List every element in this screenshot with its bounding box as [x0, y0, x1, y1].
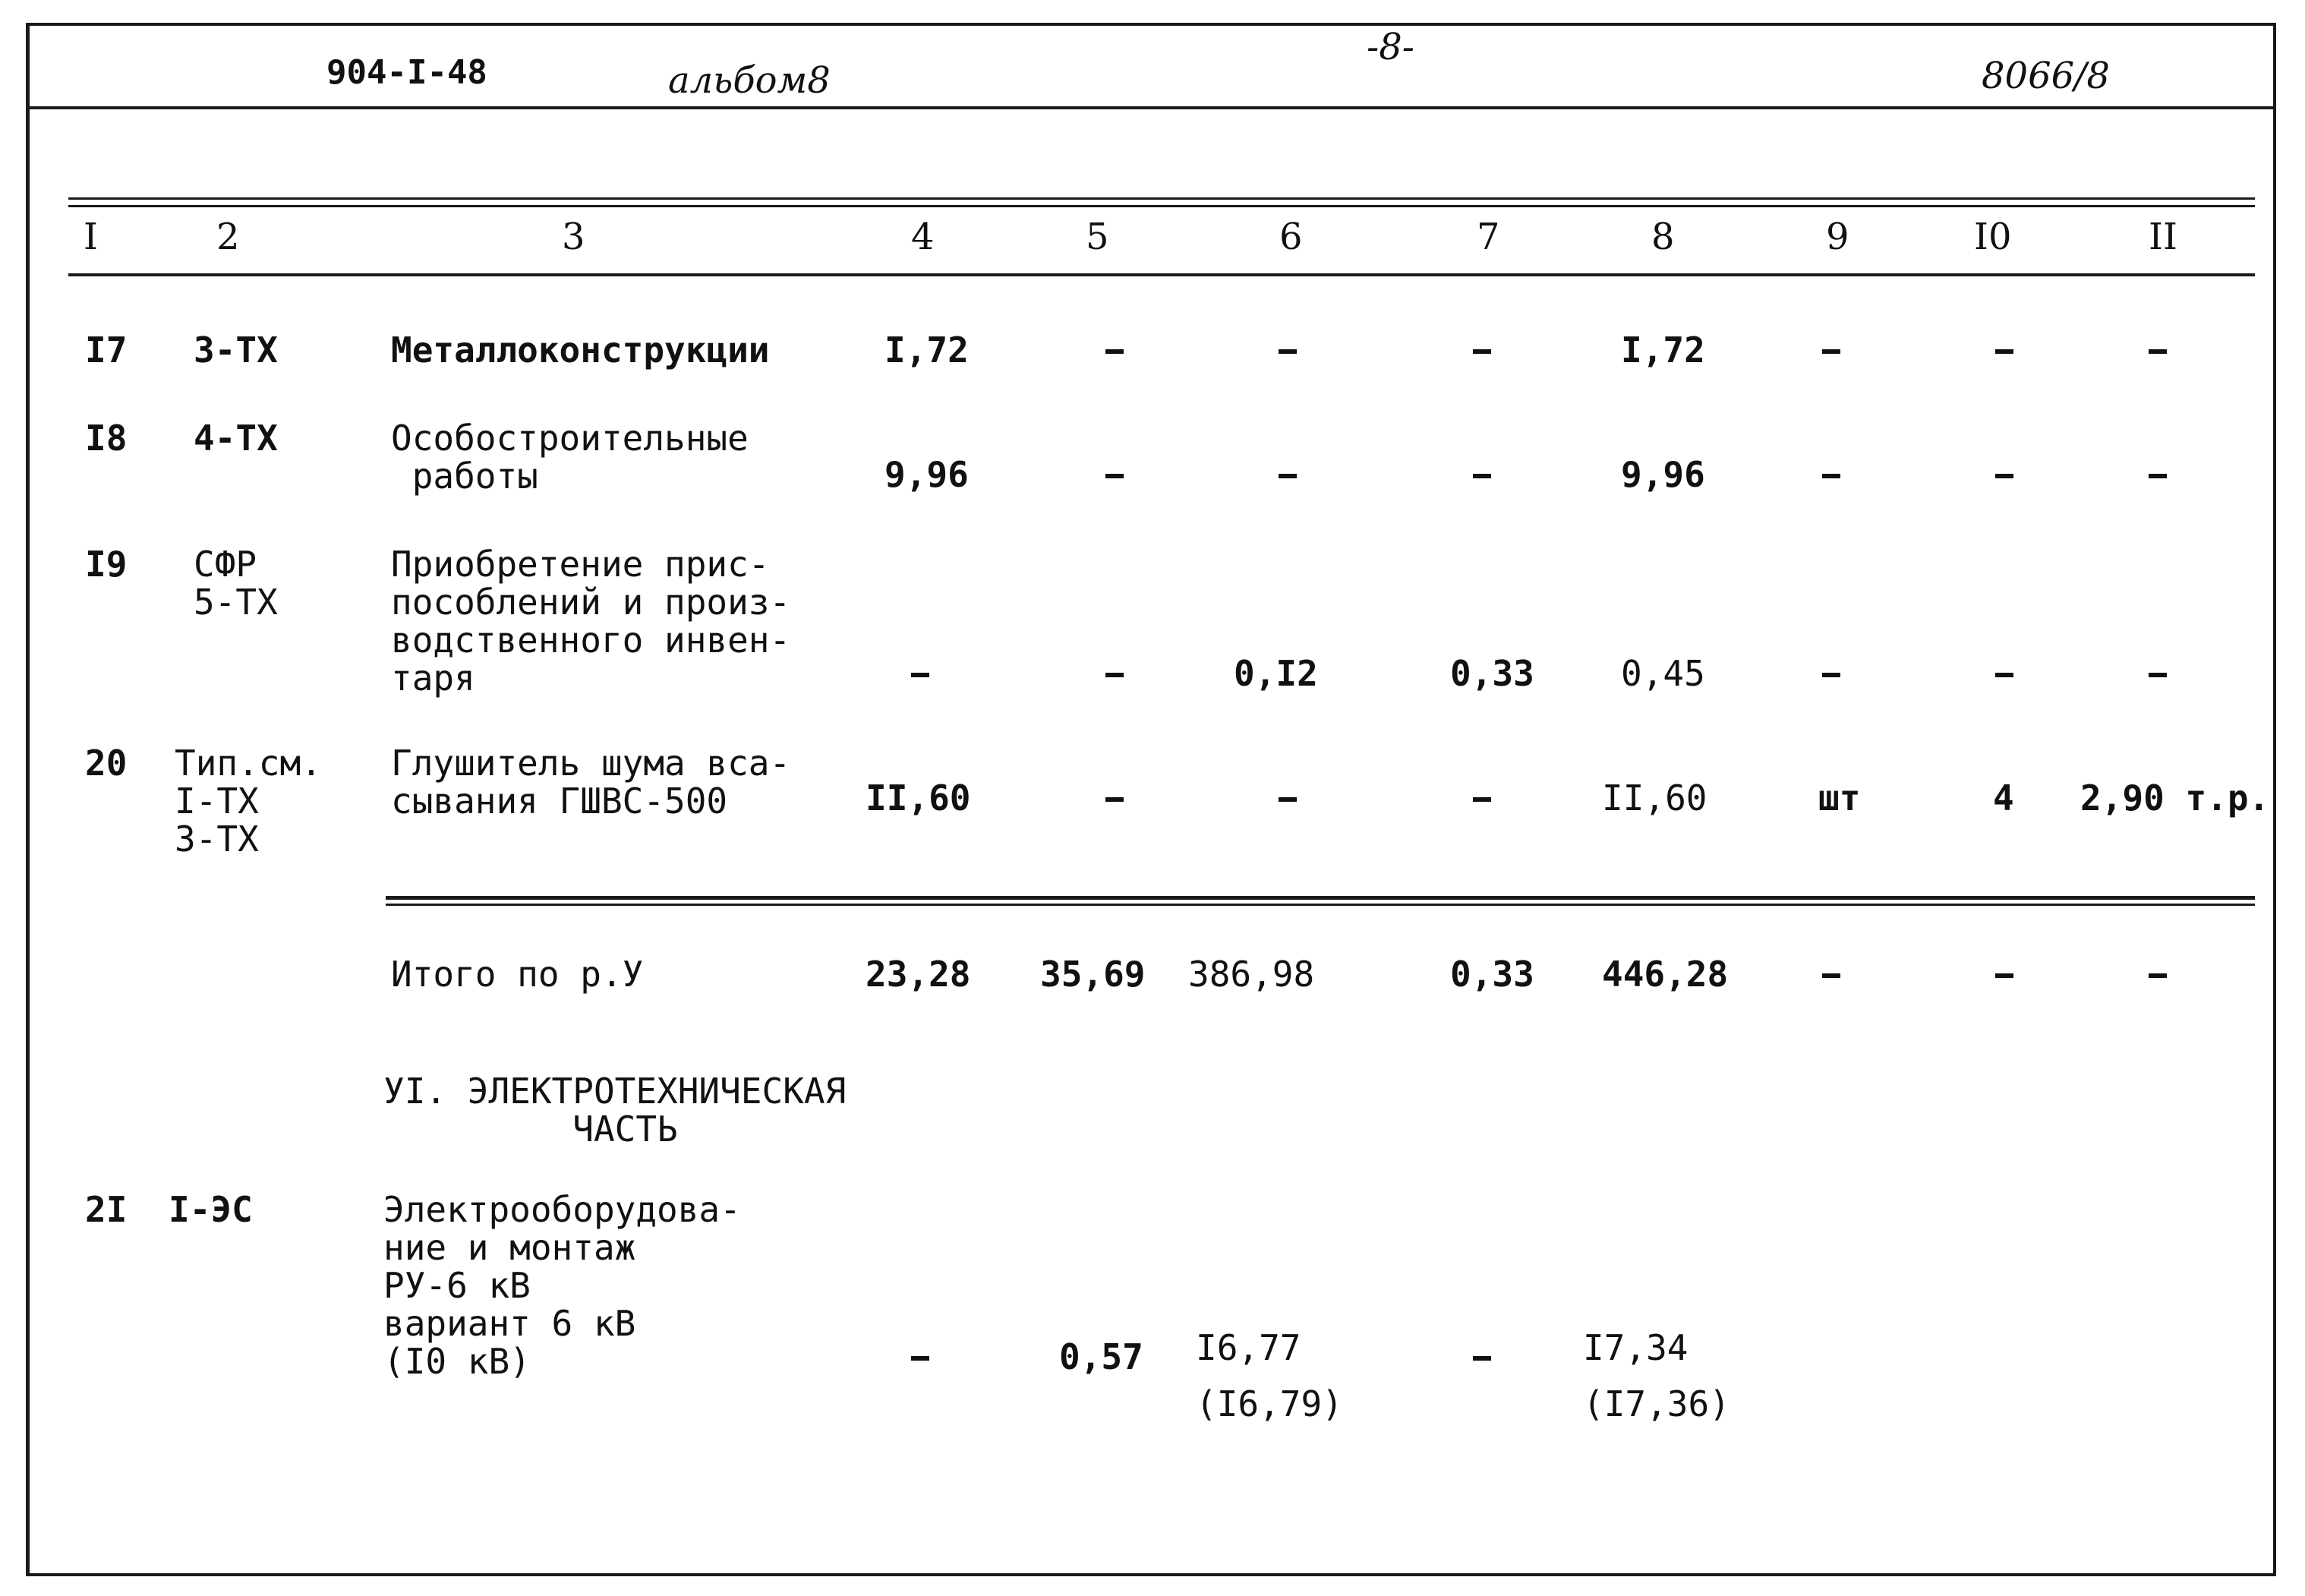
total-c10-dash — [1995, 973, 2013, 978]
row-20-code: Тип.см. I-ТХ 3-ТХ — [175, 743, 322, 860]
stamp-divider — [26, 106, 2276, 109]
page-number: -8- — [1367, 26, 1414, 68]
row-20-name: Глушитель шума вса- сывания ГШВС-500 — [391, 743, 791, 822]
col-header-10: I0 — [1974, 216, 2012, 258]
row-18-c7-dash — [1473, 474, 1491, 478]
row-19-code: СФР 5-ТХ — [194, 544, 278, 623]
col-header-9: 9 — [1826, 216, 1849, 258]
row-20-c10: 4 — [1993, 777, 2014, 819]
total-c7: 0,33 — [1450, 954, 1534, 995]
total-c6: 386,98 — [1188, 954, 1315, 995]
col-header-11: II — [2149, 216, 2177, 258]
row-18-c6-dash — [1279, 474, 1297, 478]
row-18-c8: 9,96 — [1621, 454, 1705, 495]
row-19-c8: 0,45 — [1621, 653, 1705, 694]
total-top-line — [386, 896, 2255, 900]
row-18-c4: 9,96 — [884, 454, 969, 495]
row-19-name: Приобретение прис- пособлений и произ- водственного инвен- таря — [391, 544, 791, 699]
row-19-number: I9 — [85, 544, 128, 585]
row-21-c5: 0,57 — [1059, 1336, 1143, 1377]
row-17-c7-dash — [1473, 349, 1491, 354]
row-18-c11-dash — [2149, 474, 2167, 478]
col-header-2: 2 — [216, 216, 240, 258]
row-18-c9-dash — [1822, 474, 1840, 478]
document-number: 8066/8 — [1982, 55, 2110, 97]
section-title: УI. ЭЛЕКТРОТЕХНИЧЕСКАЯ ЧАСТЬ — [383, 1071, 847, 1150]
col-header-1: I — [84, 216, 98, 258]
row-17-c4: I,72 — [884, 330, 969, 371]
col-header-5: 5 — [1086, 216, 1109, 258]
row-18-code: 4-ТХ — [194, 418, 278, 459]
total-c8: 446,28 — [1602, 954, 1729, 995]
row-21-code: I-ЭС — [169, 1189, 253, 1230]
frame-bottom — [26, 1573, 2276, 1576]
row-19-c7: 0,33 — [1450, 653, 1534, 694]
row-19-c11-dash — [2149, 673, 2167, 677]
header-top-line-2 — [68, 205, 2255, 207]
total-c11-dash — [2149, 973, 2167, 978]
row-20-c9: шт — [1818, 777, 1861, 819]
col-header-6: 6 — [1279, 216, 1303, 258]
total-c4: 23,28 — [866, 954, 971, 995]
col-header-8: 8 — [1651, 216, 1675, 258]
row-19-c5-dash — [1105, 673, 1124, 677]
row-17-c11-dash — [2149, 349, 2167, 354]
row-17-name: Металлоконструкции — [391, 330, 770, 371]
total-label: Итого по р.У — [391, 954, 644, 995]
row-17-c6-dash — [1279, 349, 1297, 354]
row-20-c6-dash — [1279, 797, 1297, 802]
header-top-line — [68, 197, 2255, 200]
row-18-name: Особостроительные работы — [391, 418, 749, 497]
col-header-7: 7 — [1477, 216, 1500, 258]
row-20-c11: 2,90 т.р. — [2080, 777, 2270, 819]
row-21-c7-dash — [1473, 1356, 1491, 1361]
row-21-number: 2I — [85, 1189, 128, 1230]
total-c9-dash — [1822, 973, 1840, 978]
row-21-c6: I6,77 (I6,79) — [1196, 1327, 1343, 1424]
row-19-c9-dash — [1822, 673, 1840, 677]
header-bottom-line — [68, 273, 2255, 276]
frame-right — [2273, 23, 2276, 1576]
col-header-4: 4 — [911, 216, 935, 258]
row-18-c10-dash — [1995, 474, 2013, 478]
row-18-number: I8 — [85, 418, 128, 459]
total-top-line-2 — [386, 904, 2255, 906]
project-code: 904-I-48 — [326, 53, 487, 92]
frame-top — [26, 23, 2276, 26]
row-20-c7-dash — [1473, 797, 1491, 802]
row-17-number: I7 — [85, 330, 128, 371]
row-19-c4-dash — [911, 673, 929, 677]
row-17-code: 3-ТХ — [194, 330, 278, 371]
album-label: альбом8 — [668, 59, 831, 102]
row-20-number: 20 — [85, 743, 128, 784]
row-20-c8: II,60 — [1602, 777, 1707, 819]
row-21-c4-dash — [911, 1356, 929, 1361]
row-19-c6: 0,I2 — [1234, 653, 1318, 694]
row-21-c8: I7,34 (I7,36) — [1583, 1327, 1730, 1424]
row-21-name: Электрооборудова- ние и монтаж РУ-6 кВ вариант 6 кВ (I0 кВ) — [383, 1189, 741, 1382]
row-20-c5-dash — [1105, 797, 1124, 802]
row-20-c4: II,60 — [866, 777, 971, 819]
row-17-c9-dash — [1822, 349, 1840, 354]
frame-left — [26, 23, 30, 1576]
row-17-c5-dash — [1105, 349, 1124, 354]
row-17-c8: I,72 — [1621, 330, 1705, 371]
row-18-c5-dash — [1105, 474, 1124, 478]
row-17-c10-dash — [1995, 349, 2013, 354]
total-c5: 35,69 — [1040, 954, 1146, 995]
row-19-c10-dash — [1995, 673, 2013, 677]
col-header-3: 3 — [562, 216, 585, 258]
